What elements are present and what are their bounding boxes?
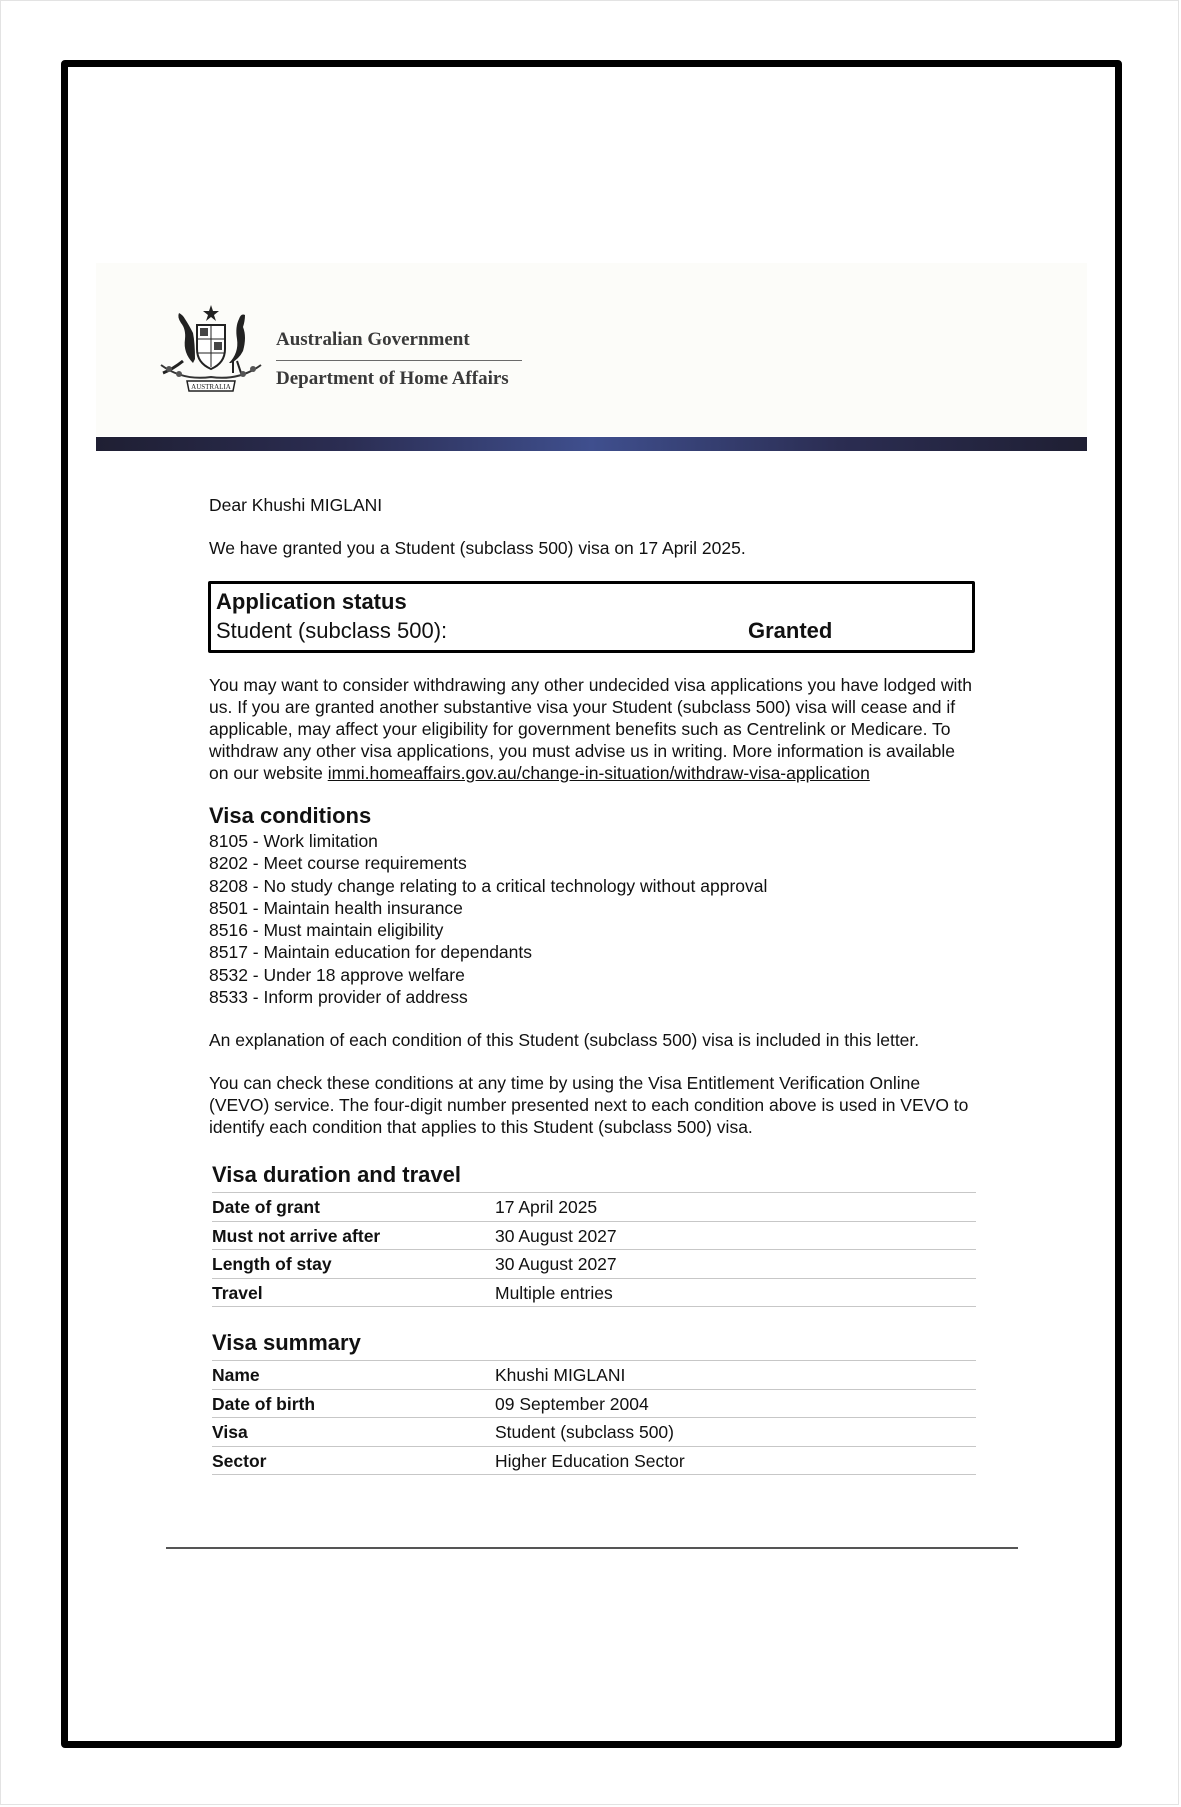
status-badge: Granted [748, 618, 833, 643]
row-value: 09 September 2004 [495, 1393, 649, 1414]
table-row [212, 1221, 976, 1250]
condition-item: 8516 - Must maintain eligibility [209, 920, 444, 941]
status-label: Student (subclass 500): [216, 618, 448, 643]
visa-summary-table [212, 1360, 976, 1475]
withdrawal-notice-text: You may want to consider withdrawing any other undecided visa applications you have lodged with us. If you are granted another substantive visa your Student (subclass 500) visa will cease and if applicable, may affect your eligibility for government benefits such as Centrelink or Medicare. To withdraw any other visa applications, you must advise us in writing. More information is available on our website [209, 675, 973, 783]
table-row [212, 1193, 976, 1222]
row-label: Date of birth [212, 1393, 316, 1414]
table-row [212, 1418, 976, 1447]
condition-item: 8532 - Under 18 approve welfare [209, 964, 465, 985]
row-label: Name [212, 1365, 260, 1386]
row-value: Multiple entries [495, 1282, 613, 1303]
row-value: Higher Education Sector [495, 1450, 685, 1471]
row-label: Travel [212, 1282, 263, 1303]
condition-item: 8202 - Meet course requirements [209, 853, 467, 874]
withdraw-visa-link[interactable]: immi.homeaffairs.gov.au/change-in-situation/withdraw-visa-application [327, 763, 870, 783]
row-value: Khushi MIGLANI [495, 1365, 626, 1386]
vevo-information: You can check these conditions at any time by using the Visa Entitlement Verification Online (VEVO) service. The four-digit number presented next to each condition above is used in VEVO to identify each condition that applies to this Student (subclass 500) visa. [209, 1073, 969, 1138]
row-value: 30 August 2027 [495, 1254, 617, 1275]
application-status-box [208, 581, 975, 653]
visa-duration-section [212, 1161, 976, 1307]
grant-statement: We have granted you a Student (subclass 500) visa on 17 April 2025. [209, 538, 746, 558]
department-name: Department of Home Affairs [276, 368, 509, 389]
visa-summary-section [212, 1329, 976, 1475]
condition-item: 8533 - Inform provider of address [209, 987, 468, 1008]
row-label: Must not arrive after [212, 1225, 381, 1246]
table-row [212, 1250, 976, 1279]
table-row [212, 1361, 976, 1390]
row-label: Visa [212, 1422, 248, 1443]
crest-scroll-text: AUSTRALIA [191, 383, 231, 391]
row-label: Sector [212, 1450, 267, 1471]
row-value: Student (subclass 500) [495, 1422, 674, 1443]
visa-summary-title: Visa summary [212, 1330, 361, 1356]
condition-item: 8501 - Maintain health insurance [209, 897, 463, 918]
coat-of-arms-icon [153, 303, 269, 395]
condition-item: 8208 - No study change relating to a critical technology without approval [209, 875, 768, 896]
status-row [216, 616, 967, 646]
status-heading: Application status [216, 589, 407, 614]
table-row [212, 1278, 976, 1307]
visa-conditions-title: Visa conditions [209, 803, 372, 828]
footer-divider [166, 1547, 1018, 1549]
visa-duration-title: Visa duration and travel [212, 1162, 462, 1188]
condition-item: 8105 - Work limitation [209, 831, 378, 851]
row-label: Length of stay [212, 1254, 332, 1275]
government-name: Australian Government [276, 329, 522, 361]
table-row [212, 1389, 976, 1418]
withdrawal-notice [209, 674, 979, 784]
row-value: 30 August 2027 [495, 1225, 617, 1246]
conditions-explanation: An explanation of each condition of this Student (subclass 500) visa is included in this letter. [209, 1030, 920, 1051]
greeting: Dear Khushi MIGLANI [209, 495, 383, 515]
header-divider-bar [96, 437, 1087, 451]
condition-item: 8517 - Maintain education for dependants [209, 942, 533, 963]
row-value: 17 April 2025 [495, 1197, 598, 1218]
table-row [212, 1446, 976, 1475]
letter-body [209, 494, 979, 1475]
conditions-list [209, 830, 979, 1008]
visa-conditions-section [209, 802, 979, 1008]
row-label: Date of grant [212, 1197, 320, 1218]
visa-duration-table [212, 1192, 976, 1307]
